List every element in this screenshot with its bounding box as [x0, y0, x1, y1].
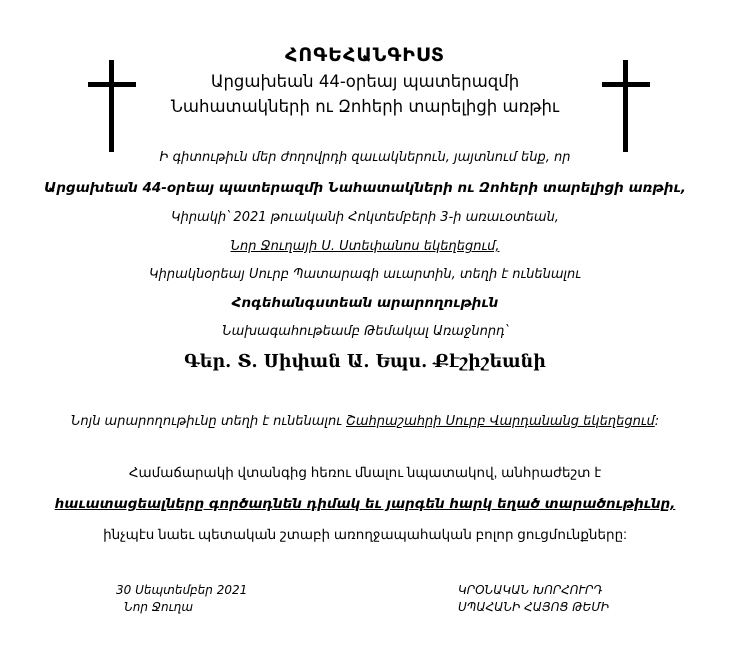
body-line-9-prefix: Նոյն արարողութիւնը տեղի է ունենալու [70, 414, 346, 429]
footer-date: 30 Սեպտեմբեր 2021 [116, 583, 248, 597]
second-church-name: Շահրաշահրի Սուրբ Վարդանանց եկեղեցում [346, 414, 655, 429]
notice-line-1: Համաճարակի վտանգից հեռու մնալու նպատակով, անհրաժեշտ է [128, 465, 602, 480]
presiding-clergy: Գեր․ Տ. Սիփան Ա. Եպս. Քէշիշեանի [184, 352, 546, 372]
footer-date-block [116, 582, 247, 616]
body-line-9-suffix: : [654, 414, 660, 429]
notice-line-3: ինչպէս նաեւ պետական շտաբի առողջապահական բոլոր ցուցմունքները: [103, 527, 627, 542]
footer-signature-block [458, 582, 609, 616]
ceremony-name: Հոգեհանգստեան արարողութիւն [231, 295, 499, 311]
footer-org-line-1: ԿՐՕՆԱԿԱՆ ԽՈՐՀՈՒՐԴ [458, 583, 603, 597]
body-line-9 [0, 414, 730, 429]
body-line-1: Ի գիտութիւն մեր ժողովրդի զաւակներուն, յայտնում ենք, որ [159, 150, 571, 165]
body-line-5: Կիրակնօրեայ Սուրբ Պատարագի աւարտին, տեղի է ունենալու [149, 267, 581, 282]
footer-place: Նոր Ջուղա [124, 600, 194, 614]
body-line-2: Արցախեան 44-օրեայ պատերազմի Նահատակների ու Զոհերի տարելիցի առթիւ, [44, 180, 686, 196]
subtitle-line-2: Նահատակների ու Զոհերի տարելիցի առթիւ [170, 97, 560, 116]
subtitle-line-1: Արցախեան 44-օրեայ պատերազմի [210, 72, 520, 91]
body-line-3: Կիրակի՝ 2021 թուականի Հոկտեմբերի 3-ի առաւօտեան, [171, 210, 559, 225]
notice-line-2: հաւատացեալները գործադնեն դիմակ եւ յարգեն հարկ եղած տարածութիւնը, [54, 496, 676, 512]
body-line-7: Նախագահութեամբ Թեմակալ Առաջնորդ՝ [222, 324, 508, 339]
church-name: Նոր Ջուղայի Ս. Ստեփանոս եկեղեցում, [230, 239, 500, 254]
footer-org-line-2: ՍՊԱՀԱՆԻ ՀԱՅՈՑ ԹԵՄԻ [458, 600, 610, 614]
page-title: ՀՈԳԵՀԱՆԳԻՍՏ [285, 44, 445, 66]
